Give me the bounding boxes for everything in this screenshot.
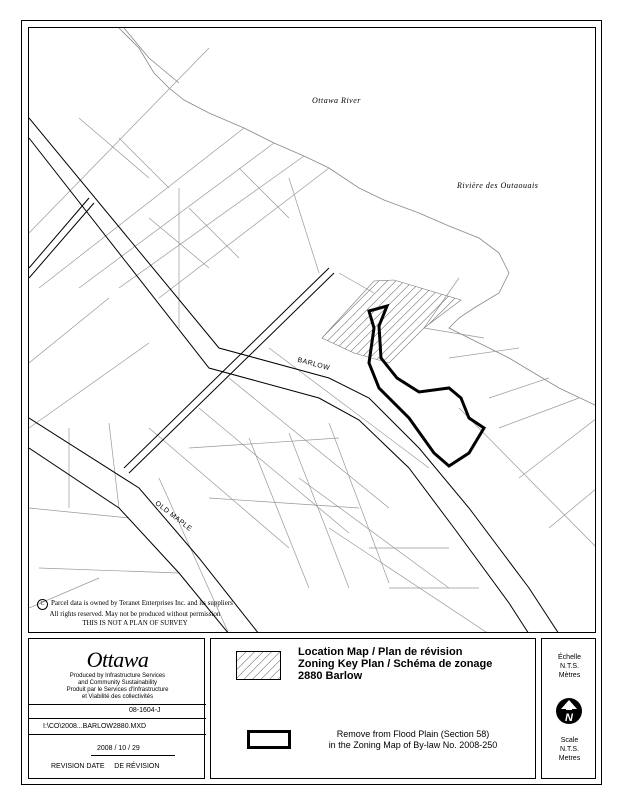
roads <box>29 118 559 633</box>
legend-panel <box>210 638 536 779</box>
label-barlow-road: BARLOW <box>296 356 331 373</box>
file-path: I:\CO\2008...BARLOW2880.MXD <box>43 723 147 730</box>
date-underline <box>91 755 175 756</box>
copyright-line-3: THIS IS NOT A PLAN OF SURVEY <box>82 619 188 627</box>
divider-1 <box>29 704 206 705</box>
scale-echelle: Échelle <box>558 654 581 661</box>
scale-nts-top: N.T.S. <box>559 663 580 670</box>
copyright-icon: C <box>37 599 48 610</box>
logo-text: Ottawa <box>86 647 149 672</box>
scale-panel <box>541 638 596 779</box>
title-block <box>28 638 205 779</box>
copyright-line-1: Parcel data is owned by Teranet Enterprises Inc. and its suppliers <box>51 599 233 607</box>
hatch-swatch-pattern <box>237 652 280 679</box>
produced-en-2: and Community Sustainability <box>77 680 158 686</box>
legend-title-line-1: Location Map / Plan de révision <box>298 646 463 658</box>
scale-label: Scale <box>560 737 579 744</box>
divider-2 <box>29 718 206 719</box>
label-ottawa-river: Ottawa River <box>312 96 361 105</box>
scale-metres-en: Metres <box>558 755 581 762</box>
copyright-line-2: All rights reserved. May not be produced without permission <box>49 610 221 618</box>
revision-date: 2008 / 10 / 29 <box>97 745 140 752</box>
scale-nts-bottom: N.T.S. <box>559 746 580 753</box>
divider-3 <box>29 734 206 735</box>
boundary-swatch <box>247 730 291 749</box>
scale-top <box>542 653 597 680</box>
north-letter: N <box>565 712 573 724</box>
parcel-lines <box>29 48 596 633</box>
legend-remove-line-2: in the Zoning Map of By-law No. 2008-250 <box>328 740 498 750</box>
hatched-zone <box>322 280 461 363</box>
copyright-notice <box>37 599 233 628</box>
legend-title-line-2: Zoning Key Plan / Schéma de zonage <box>298 658 493 670</box>
legend-remove-line-1: Remove from Flood Plain (Section 58) <box>336 729 490 739</box>
ottawa-logo <box>29 647 206 673</box>
map-canvas <box>29 28 596 633</box>
scale-metres-fr: Mètres <box>558 672 581 679</box>
produced-fr-1: Produit par le Services d'Infrastructure <box>66 687 169 693</box>
legend-title-line-3: 2880 Barlow <box>298 670 363 682</box>
label-old-maple-road: OLD MAPLE <box>153 500 194 533</box>
file-number: 08-1604-J <box>129 707 161 714</box>
north-arrow-icon <box>555 697 583 725</box>
revision-label: REVISION DATE DE RÉVISION <box>51 763 160 770</box>
produced-en-1: Produced by Infrastructure Services <box>69 673 166 679</box>
scale-bottom <box>542 736 597 763</box>
legend-remove-text <box>303 729 523 751</box>
map-view[interactable] <box>28 27 596 633</box>
producer-credits <box>29 673 206 701</box>
produced-fr-2: et Viabilité des collectivités <box>81 694 154 700</box>
label-riviere-des-outaouais: Rivière des Outaouais <box>457 181 539 190</box>
legend-title <box>298 646 492 682</box>
hatch-swatch <box>236 651 281 680</box>
